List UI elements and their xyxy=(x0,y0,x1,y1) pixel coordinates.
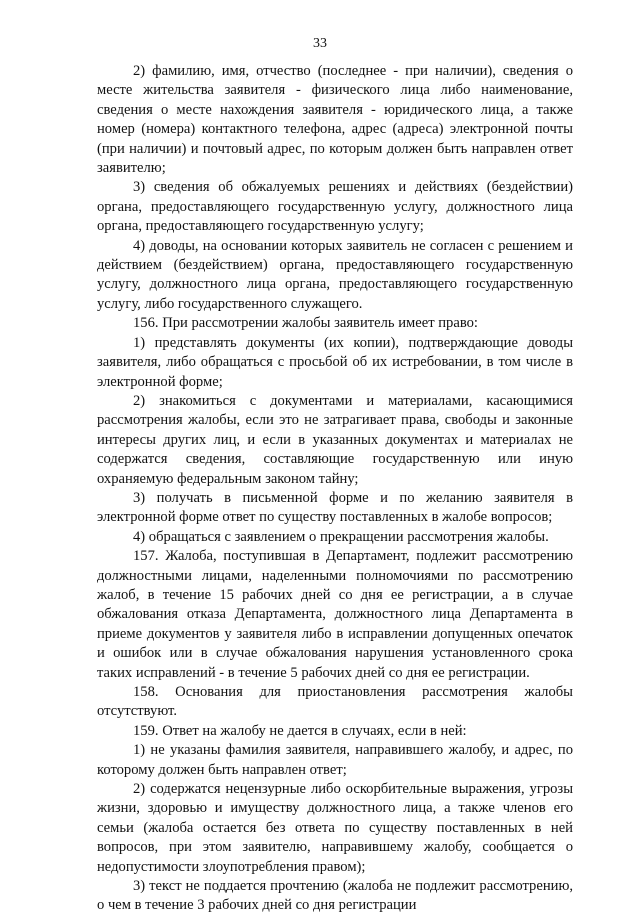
paragraph-156-heading: 156. При рассмотрении жалобы заявитель имеет право: xyxy=(133,315,478,332)
paragraph-159-item-2: 2) содержатся нецензурные либо оскорбительные выражения, угрозы жизни, здоровью и имуществу должностного лица, а также членов его семьи (жалоба остается без ответа по существу поставленных в ней вопросов, при этом заявителю, направившему жалобу, сообщается о недопустимости злоупотребления правом); xyxy=(97,781,573,875)
paragraph-159-heading: 159. Ответ на жалобу не дается в случаях, если в ней: xyxy=(133,722,467,739)
paragraph-156-item-3: 3) получать в письменной форме и по желанию заявителя в электронной форме ответ по существу поставленных в жалобе вопросов; xyxy=(97,489,573,526)
paragraph-156-item-4: 4) обращаться с заявлением о прекращении рассмотрения жалобы. xyxy=(133,528,549,545)
paragraph-158: 158. Основания для приостановления рассмотрения жалобы отсутствуют. xyxy=(97,684,573,720)
paragraph-item-2-surname: 2) фамилию, имя, отчество (последнее - при наличии), сведения о месте жительства заявителя - физического лица либо наименование, сведения о месте нахождения заявителя - юридического лица, а также номер (номера) контактного телефона, адрес (адреса) электронной почты (при наличии) и почтовый адрес, по которым должен быть направлен ответ заявителю; xyxy=(97,63,573,177)
paragraph-159-item-3: 3) текст не поддается прочтению (жалоба не подлежит рассмотрению, о чем в течение 3 рабочих дней со дня регистрации xyxy=(97,878,573,914)
paragraph-159-item-1: 1) не указаны фамилия заявителя, направившего жалобу, и адрес, по которому должен быть направлен ответ; xyxy=(97,742,573,778)
document-body xyxy=(97,62,573,916)
page-number: 33 xyxy=(313,36,327,51)
paragraph-156-item-1: 1) представлять документы (их копии), подтверждающие доводы заявителя, либо обращаться с просьбой об их истребовании, в том числе в электронной форме; xyxy=(97,334,573,390)
paragraph-156-item-2: 2) знакомиться с документами и материалами, касающимися рассмотрения жалобы, если это не затрагивает права, свободы и законные интересы других лиц, и если в указанных документах и материалах не содержатся сведения, составляющие государственную или иную охраняемую федеральным законом тайну; xyxy=(97,392,573,487)
paragraph-157: 157. Жалоба, поступившая в Департамент, подлежит рассмотрению должностными лицами, наделенными полномочиями по рассмотрению жалоб, в течение 15 рабочих дней со дня ее регистрации, а в случае обжалования отказа Департамента, должностного лица Департамента в приеме документов у заявителя либо в исправлении допущенных опечаток и ошибок или в случае обжалования нарушения установленного срока таких исправлений - в течение 5 рабочих дней со дня ее регистрации. xyxy=(97,548,573,681)
paragraph-item-3-decisions: 3) сведения об обжалуемых решениях и действиях (бездействии) органа, предоставляющего государственную услугу, должностного лица органа, предоставляющего государственную услугу; xyxy=(97,179,573,235)
paragraph-item-4-arguments: 4) доводы, на основании которых заявитель не согласен с решением и действием (бездействием) органа, предоставляющего государственную услугу, должностного лица органа, предоставляющего государственную услугу, либо государственного служащего. xyxy=(97,237,573,312)
